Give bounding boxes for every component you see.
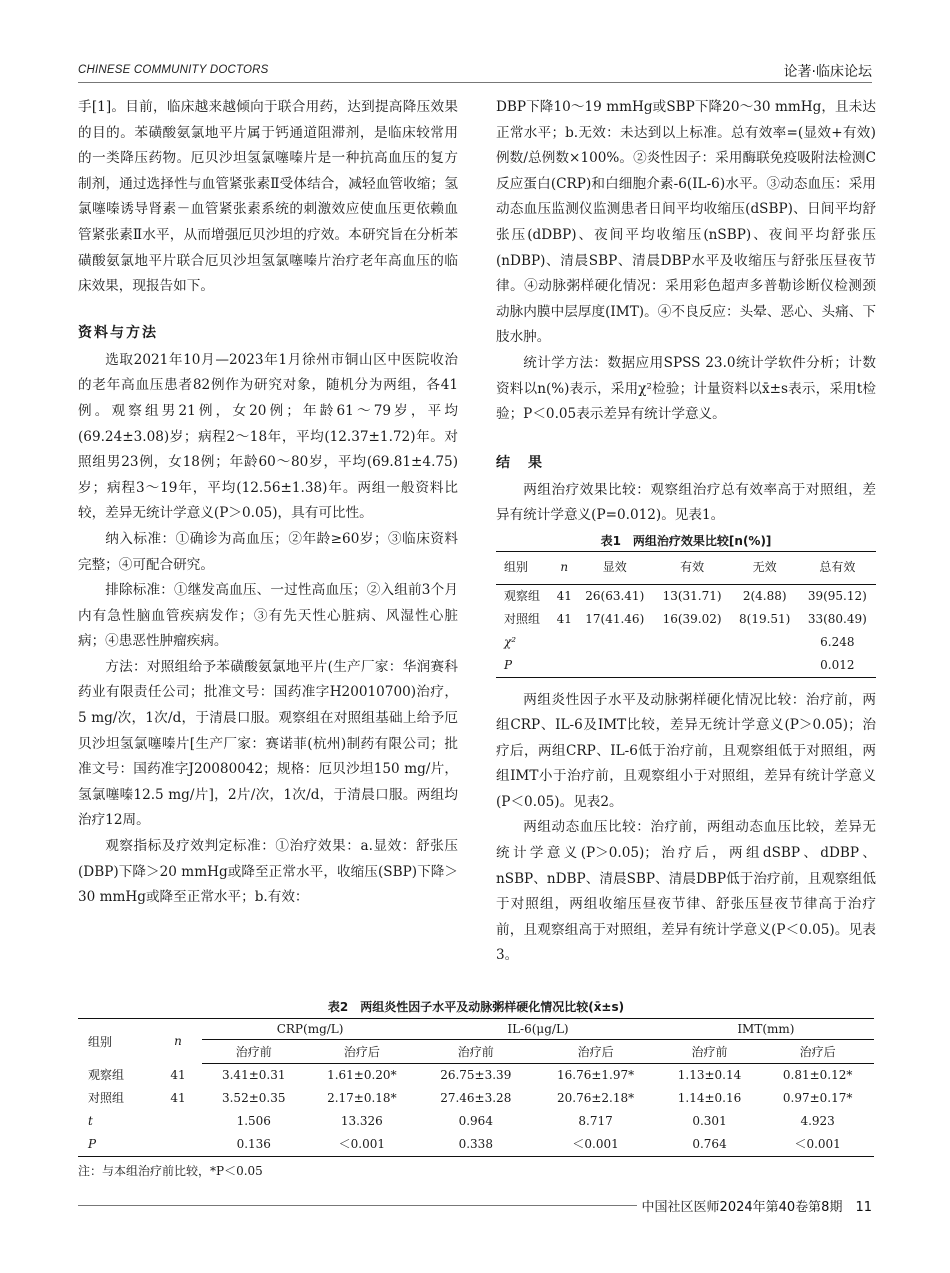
table1-header: 显效 — [576, 551, 653, 584]
table2-sub-header: 治疗后 — [761, 1040, 874, 1064]
table-cell: 0.964 — [458, 1114, 493, 1128]
table-cell: 观察组 — [504, 588, 541, 603]
table-cell: χ² — [504, 634, 517, 649]
table-cell: 对照组 — [88, 1091, 125, 1105]
inclusion-paragraph: 纳入标准：①确诊为高血压；②年龄≥60岁；③临床资料完整；④可配合研究。 — [78, 530, 458, 573]
table-cell: 16.76±1.97* — [557, 1068, 635, 1082]
table-cell: 41 — [170, 1091, 186, 1105]
table-cell: 3.52±0.35 — [221, 1091, 286, 1105]
subjects-paragraph: 选取2021年10月—2023年1月徐州市铜山区中医院收治的老年高血压患者82例作为研究对象，随机分为两组，各41例。观察组男21例，女20例；年龄61～79岁，平均(69.24±3.08)岁；病程2～18年，平均(12.37±1.72)年。对照组男23例，女18例；年龄60～80岁，平均(69.81±4.75)岁；病程3～19年，平均(12.56±1.38)年。两组一般资料比较，差异无统计学意义(P＞0.05)，具有可比性。 — [78, 351, 458, 522]
table-row — [496, 631, 876, 654]
table-cell — [154, 1110, 202, 1133]
left-column — [78, 95, 458, 911]
table-cell: 1.14±0.16 — [677, 1091, 742, 1105]
table-cell: 16(39.02) — [662, 611, 722, 626]
result-efficacy-paragraph: 两组治疗效果比较：观察组治疗总有效率高于对照组，差异有统计学意义(P=0.012)。见表1。 — [496, 481, 876, 524]
table-row — [78, 1133, 874, 1157]
table1-header: 组别 — [496, 551, 552, 584]
intro-paragraph: 手[1]。目前，临床越来越倾向于联合用药，达到提高降压效果的目的。苯磺酸氨氯地平片属于钙通道阻滞剂，是临床较常用的一类降压药物。厄贝沙坦氢氯噻嗪片是一种抗高血压的复方制剂，通过选择性与血管紧张素Ⅱ受体结合，减轻血管收缩；氢氯噻嗪诱导肾素－血管紧张素系统的刺激效应使血压更依赖血管紧张素Ⅱ水平，从而增强厄贝沙坦的疗效。本研究旨在分析苯磺酸氨氯地平片联合厄贝沙坦氢氯噻嗪片治疗老年高血压的临床效果，现报告如下。 — [78, 99, 458, 295]
table1-header: n — [552, 551, 576, 584]
page-footer — [78, 1196, 872, 1214]
table-cell: 0.012 — [820, 657, 855, 672]
result-inflammation-paragraph: 两组炎性因子水平及动脉粥样硬化情况比较：治疗前，两组CRP、IL-6及IMT比较，差异无统计学意义(P＞0.05)；治疗后，两组CRP、IL-6低于治疗前，且观察组低于对照组，两组IMT小于治疗前，且观察组小于对照组，差异有统计学意义(P＜0.05)。见表2。 — [496, 691, 876, 810]
table-cell: 41 — [556, 611, 572, 626]
table2-group-header-row — [78, 1019, 874, 1040]
table2-title: 表2 两组炎性因子水平及动脉粥样硬化情况比较(x̄±s) — [327, 1000, 625, 1014]
table-cell: 4.923 — [800, 1114, 835, 1128]
table2 — [78, 1018, 874, 1157]
table2-col-group: IMT(mm) — [658, 1019, 874, 1040]
table2-sub-header: 治疗后 — [305, 1040, 418, 1064]
table-cell: ＜0.001 — [572, 1137, 619, 1151]
table-cell: 39(95.12) — [807, 588, 867, 603]
table-cell: 1.506 — [236, 1114, 271, 1128]
table-cell — [552, 631, 576, 654]
criteria-continued-paragraph: DBP下降10～19 mmHg或SBP下降20～30 mmHg，且未达正常水平；b.无效：未达到以上标准。总有效率=(显效+有效)例数/总例数×100%。②炎性因子：采用酶联免疫吸附法检测C反应蛋白(CRP)和白细胞介素-6(IL-6)水平。③动态血压：采用动态血压监测仪监测患者日间平均收缩压(dSBP)、日间平均舒张压(dDBP)、夜间平均收缩压(nSBP)、夜间平均舒张压(nDBP)、清晨SBP、清晨DBP水平及收缩压与舒张压昼夜节律。④动脉粥样硬化情况：采用彩色超声多普勒诊断仪检测颈动脉内膜中层厚度(IMT)。④不良反应：头晕、恶心、头痛、下肢水肿。 — [496, 99, 876, 346]
table-cell — [576, 654, 653, 678]
section-tag: 论著·临床论坛 — [783, 64, 872, 80]
table1-header-row — [496, 551, 876, 584]
table-cell: 3.41±0.31 — [221, 1068, 286, 1082]
table-cell: 8(19.51) — [739, 611, 791, 626]
table-cell: 41 — [170, 1067, 186, 1082]
table-cell: 1.13±0.14 — [677, 1068, 742, 1082]
table2-sub-header: 治疗前 — [418, 1040, 533, 1064]
table-cell: 观察组 — [88, 1067, 125, 1082]
table2-col-group: IL-6(μg/L) — [418, 1019, 658, 1040]
statistics-paragraph: 统计学方法：数据应用SPSS 23.0统计学软件分析；计数资料以n(%)表示，采用χ²检验；计量资料以x̄±s表示，采用t检验；P＜0.05表示差异有统计学意义。 — [496, 354, 876, 423]
table-cell: 0.764 — [692, 1137, 727, 1151]
table-cell — [731, 631, 799, 654]
table2-sub-header: 治疗后 — [533, 1040, 657, 1064]
table1-header: 有效 — [653, 551, 730, 584]
table-cell: 13.326 — [340, 1114, 383, 1128]
table-cell — [731, 654, 799, 678]
table-cell: P — [88, 1137, 97, 1151]
criteria-paragraph: 观察指标及疗效判定标准：①治疗效果：a.显效：舒张压(DBP)下降＞20 mmHg或降至正常水平，收缩压(SBP)下降＞30 mmHg或降至正常水平；b.有效： — [78, 838, 458, 906]
table2-n-label: n — [174, 1034, 182, 1049]
table-cell: ＜0.001 — [794, 1137, 841, 1151]
table2-col-group: CRP(mg/L) — [202, 1019, 418, 1040]
table-cell: 26(63.41) — [585, 588, 645, 603]
table1-header: 无效 — [731, 551, 799, 584]
table-cell — [154, 1133, 202, 1157]
footer-rule — [78, 1205, 637, 1206]
table-cell: 2(4.88) — [742, 588, 787, 603]
table2-note: 注：与本组治疗前比较，*P＜0.05 — [78, 1164, 263, 1178]
table-cell: 27.46±3.28 — [440, 1091, 512, 1105]
table-row — [78, 1087, 874, 1110]
results-heading: 结 果 — [496, 454, 544, 471]
table2-group-label: 组别 — [88, 1034, 113, 1049]
table-cell: 13(31.71) — [662, 588, 722, 603]
table-row — [496, 654, 876, 678]
footer-journal-issue: 中国社区医师2024年第40卷第8期 11 — [641, 1200, 872, 1215]
table-row — [496, 608, 876, 631]
table-cell: 8.717 — [578, 1114, 613, 1128]
table-cell: 0.97±0.17* — [782, 1091, 853, 1105]
table-cell: 33(80.49) — [807, 611, 867, 626]
table-cell: 1.61±0.20* — [327, 1068, 397, 1082]
table-cell: 0.81±0.12* — [782, 1068, 853, 1082]
journal-english-name: CHINESE COMMUNITY DOCTORS — [78, 64, 269, 76]
table-cell: 41 — [556, 588, 572, 603]
table-cell — [653, 631, 730, 654]
table-row — [496, 584, 876, 608]
table2-sub-header: 治疗前 — [202, 1040, 305, 1064]
table-row — [78, 1110, 874, 1133]
table-cell: 6.248 — [820, 634, 855, 649]
table-cell: t — [88, 1114, 93, 1128]
exclusion-paragraph: 排除标准：①继发高血压、一过性高血压；②入组前3个月内有急性脑血管疾病发作；③有先天性心脏病、风湿性心脏病；④患恶性肿瘤疾病。 — [78, 582, 458, 650]
table-cell: 0.338 — [458, 1137, 493, 1151]
table-cell: 20.76±2.18* — [557, 1091, 635, 1105]
table1-title: 表1 两组治疗效果比较[n(%)] — [600, 533, 772, 548]
table1 — [496, 551, 876, 678]
table-cell — [653, 654, 730, 678]
table-cell — [552, 654, 576, 678]
result-blood-pressure-paragraph: 两组动态血压比较：治疗前，两组动态血压比较，差异无统计学意义(P＞0.05)；治疗后，两组dSBP、dDBP、nSBP、nDBP、清晨SBP、清晨DBP低于治疗前，且观察组低于对照组，两组收缩压昼夜节律、舒张压昼夜节律高于治疗前，且观察组高于对照组，差异有统计学意义(P＜0.05)。见表3。 — [496, 819, 876, 964]
table2-sub-header: 治疗前 — [658, 1040, 761, 1064]
table-row — [78, 1064, 874, 1088]
table-cell: 0.301 — [692, 1114, 727, 1128]
table-cell: 2.17±0.18* — [327, 1091, 397, 1105]
table-cell — [576, 631, 653, 654]
table2-block — [78, 998, 874, 1180]
methods-heading: 资料与方法 — [78, 324, 158, 341]
table-cell: 0.136 — [236, 1137, 271, 1151]
table-cell: P — [504, 657, 513, 672]
page-header — [78, 62, 872, 83]
right-column — [496, 95, 876, 969]
method-paragraph: 方法：对照组给予苯磺酸氨氯地平片(生产厂家：华润赛科药业有限责任公司；批准文号：国药准字H20010700)治疗，5 mg/次，1次/d，于清晨口服。观察组在对照组基础上给予厄贝沙坦氢氯噻嗪片[生产厂家：赛诺菲(杭州)制药有限公司；批准文号：国药准字J20080042；规格：厄贝沙坦150 mg/片，氢氯噻嗪12.5 mg/片]，2片/次，1次/d，于清晨口服。两组均治疗12周。 — [78, 658, 458, 829]
table-cell: 26.75±3.39 — [440, 1068, 512, 1082]
table-cell: ＜0.001 — [338, 1137, 385, 1151]
table1-header: 总有效 — [799, 551, 876, 584]
table-cell: 17(41.46) — [585, 611, 645, 626]
table-cell: 对照组 — [504, 611, 541, 626]
